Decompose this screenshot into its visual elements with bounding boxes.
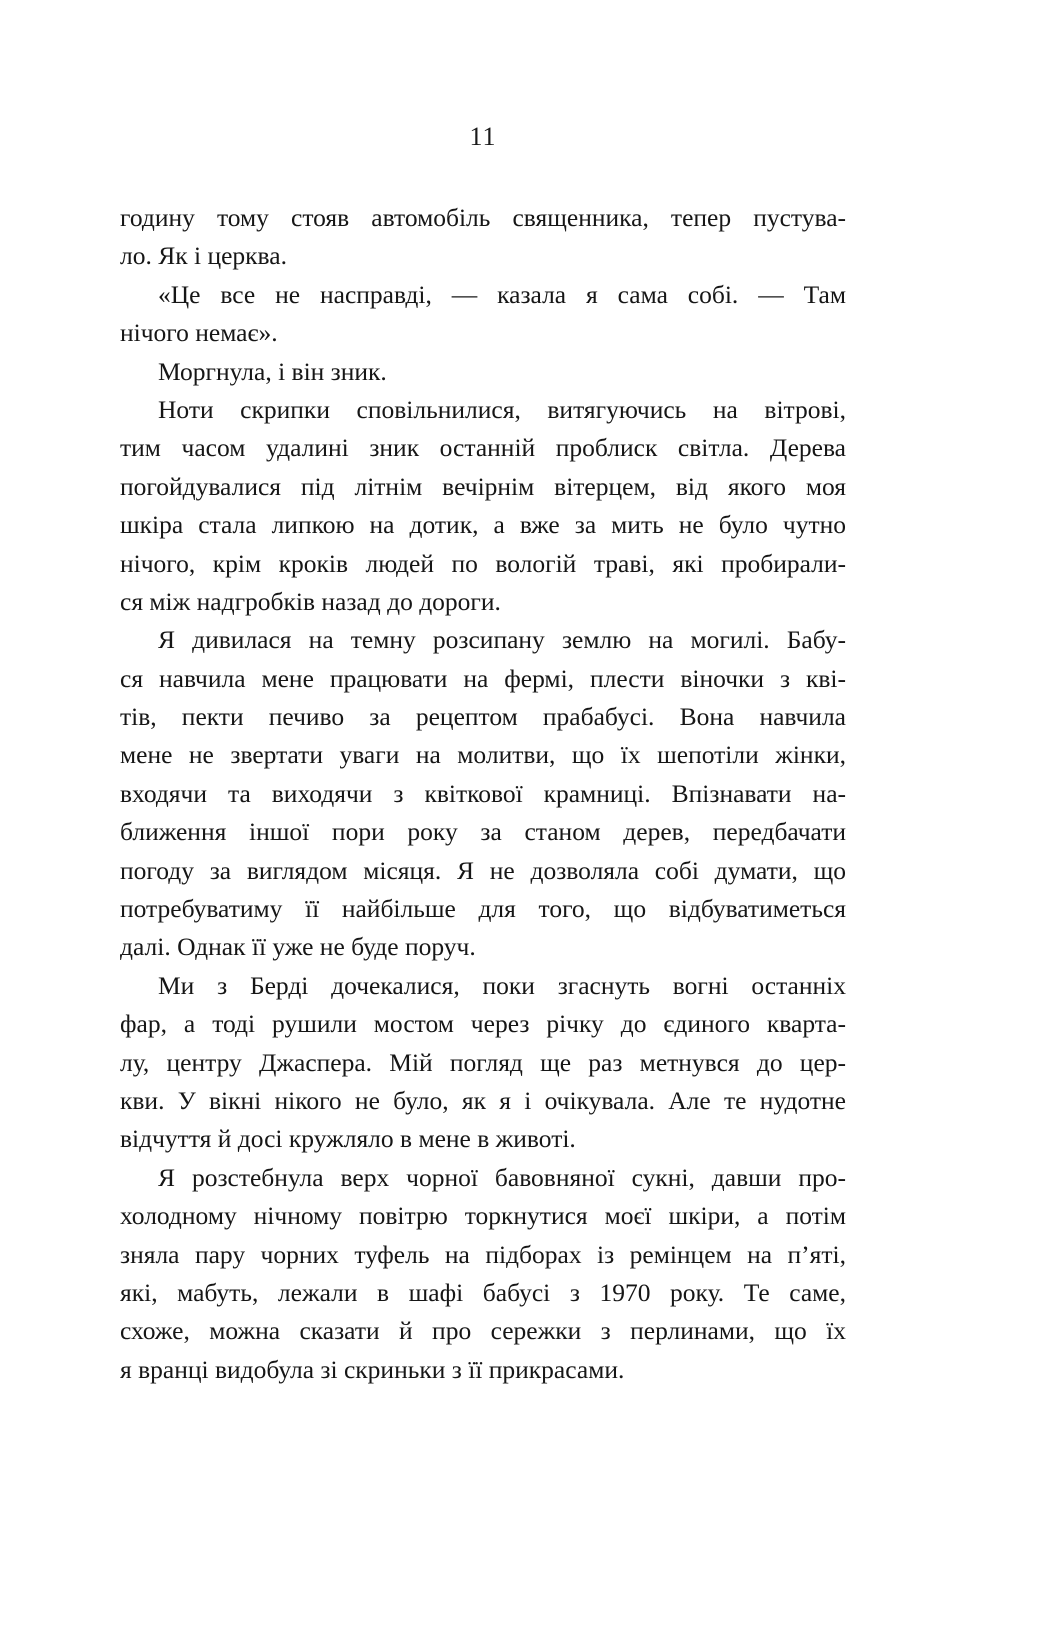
- text-line: Ноти скрипки сповільнилися, витягуючись на вітрові,: [158, 394, 846, 424]
- text-line: годину тому стояв автомобіль священника, тепер пустува-: [120, 203, 846, 232]
- text-line: відчуття й досі кружляло в мене в животі.: [120, 1124, 576, 1154]
- text-line: фар, а тоді рушили мостом через річку до єдиного кварта-: [120, 1009, 846, 1039]
- paragraph: [120, 391, 846, 621]
- text-line: «Це все не насправді, — казала я сама собі. — Там: [158, 279, 846, 309]
- text-line: схоже, можна сказати й про сережки з перлинами, що їх: [120, 1316, 846, 1346]
- text-line: входячи та виходячи з квіткової крамниці. Впізнавати на-: [120, 778, 846, 808]
- paragraph: [120, 967, 846, 1159]
- text-line: Я дивилася на темну розсипану землю на могилі. Бабу-: [158, 625, 846, 655]
- paragraph: [120, 276, 846, 353]
- paragraph: [120, 199, 846, 276]
- text-line: тим часом удалині зник останній проблиск світла. Дерева: [120, 433, 846, 463]
- text-line: ся навчила мене працювати на фермі, плести віночки з кві-: [120, 663, 846, 693]
- text-line: холодному нічному повітрю торкнутися моєї шкіри, а потім: [120, 1201, 846, 1231]
- paragraph: [120, 353, 846, 391]
- text-line: Я розстебнула верх чорної бавовняної сукні, давши про-: [158, 1162, 846, 1192]
- text-line: зняла пару чорних туфель на підборах із ремінцем на п’яті,: [120, 1239, 846, 1269]
- text-line: нічого немає».: [120, 318, 278, 348]
- text-line: ло. Як і церква.: [120, 241, 287, 271]
- text-line: ся між надгробків назад до дороги.: [120, 586, 501, 616]
- text-line: потребуватиму її найбільше для того, що відбуватиметься: [120, 894, 846, 924]
- text-line: Ми з Берді дочекалися, поки згаснуть вогні останніх: [158, 970, 846, 1000]
- text-line: погоду за виглядом місяця. Я не дозволяла собі думати, що: [120, 855, 846, 885]
- text-line: погойдувалися під літнім вечірнім вітерцем, від якого моя: [120, 471, 846, 501]
- paragraph: [120, 1159, 846, 1389]
- paragraph: [120, 621, 846, 967]
- text-line: тів, пекти печиво за рецептом прабабусі. Вона навчила: [120, 702, 846, 732]
- text-line: лу, центру Джаспера. Мій погляд ще раз метнувся до цер-: [120, 1047, 846, 1077]
- text-line: які, мабуть, лежали в шафі бабусі з 1970 року. Те саме,: [120, 1277, 846, 1307]
- page-number: 11: [469, 122, 497, 151]
- text-line: нічого, крім кроків людей по вологій траві, які пробирали-: [120, 548, 846, 578]
- text-line: кви. У вікні нікого не було, як я і очікувала. Але те нудотне: [120, 1085, 846, 1115]
- text-line: я вранці видобула зі скриньки з її прикрасами.: [120, 1354, 625, 1384]
- text-line: далі. Однак її уже не буде поруч.: [120, 932, 476, 962]
- text-line: Моргнула, і він зник.: [158, 356, 387, 386]
- text-line: мене не звертати уваги на молитви, що їх шепотіли жінки,: [120, 740, 846, 770]
- text-line: шкіра стала липкою на дотик, а вже за мить не було чутно: [120, 510, 846, 540]
- text-block: [120, 199, 846, 1389]
- text-line: ближення іншої пори року за станом дерев, передбачати: [120, 817, 846, 847]
